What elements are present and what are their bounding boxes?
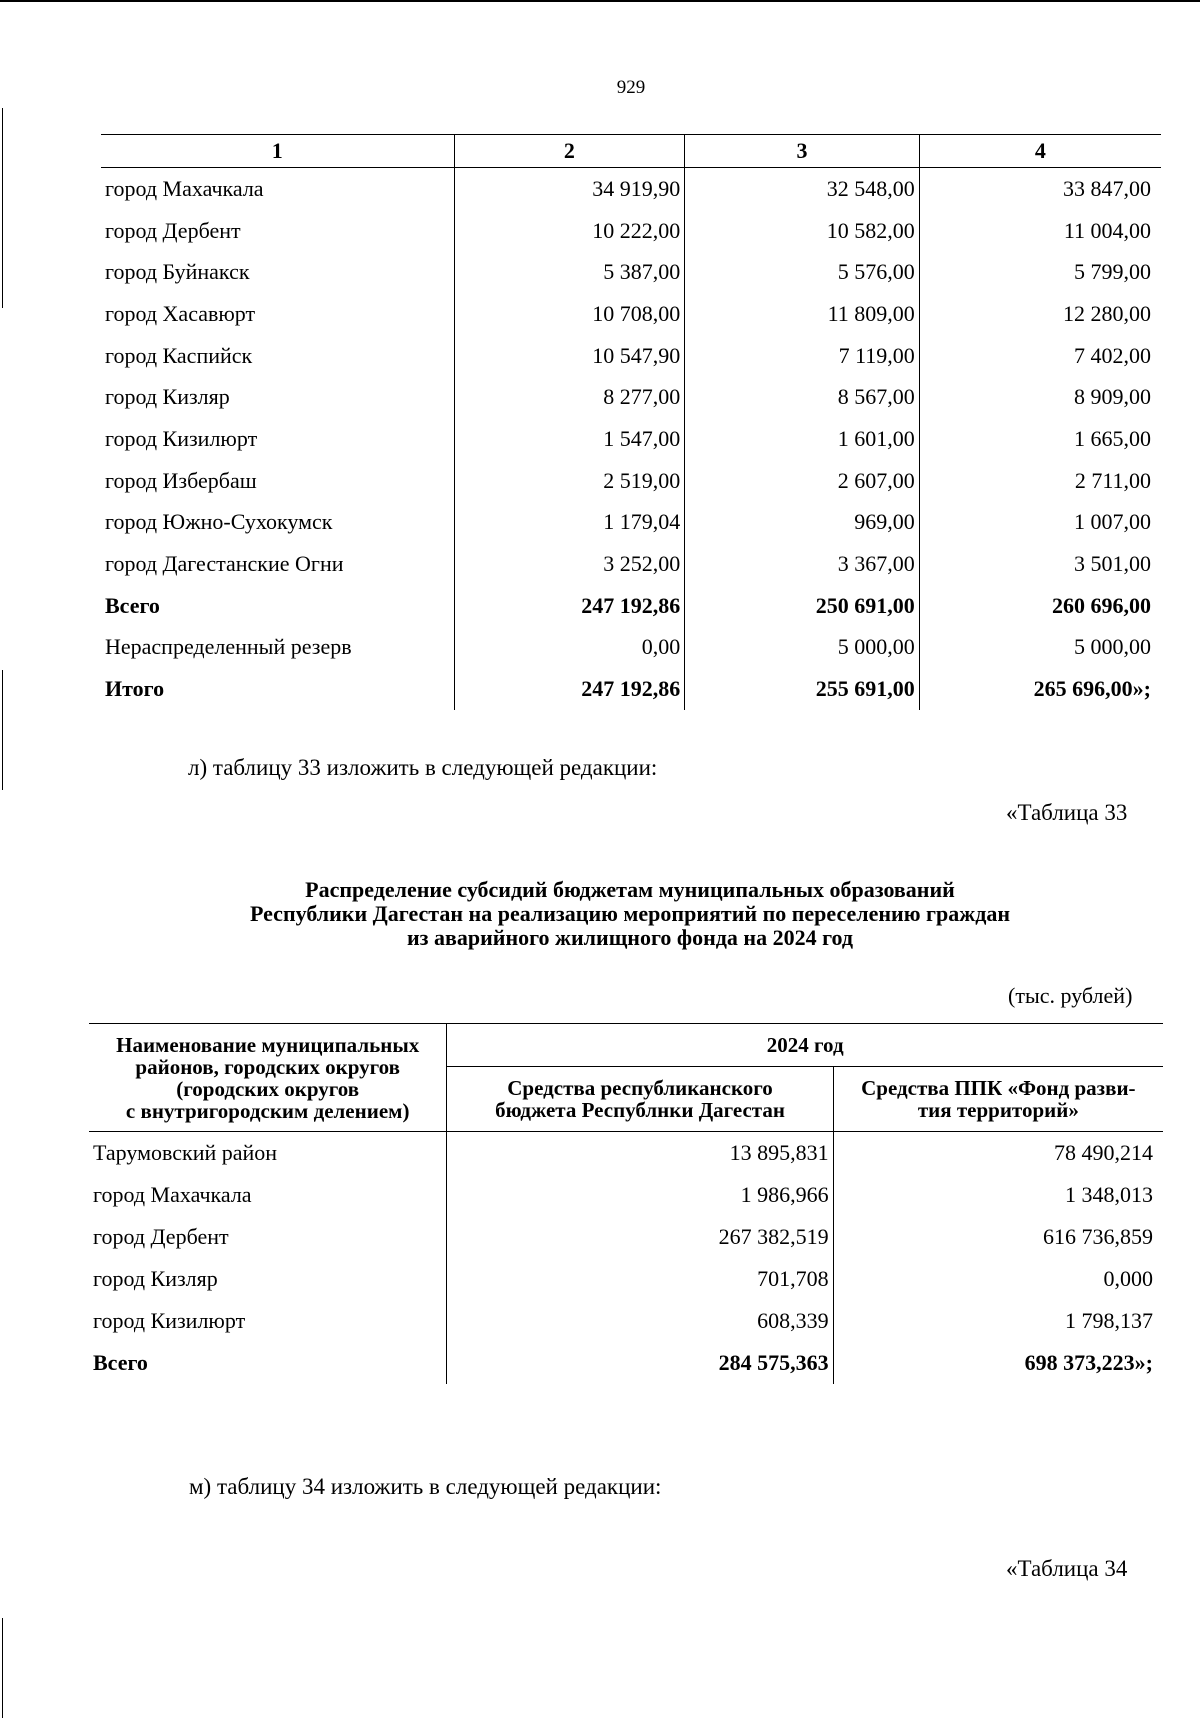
cell-value: 7 119,00 xyxy=(685,335,920,377)
table-33-label: «Таблица 33 xyxy=(1006,800,1128,825)
cell-value: 2 711,00 xyxy=(1074,467,1151,493)
cell-value: 5 387,00 xyxy=(454,251,685,293)
cell-value: 7 402,00 xyxy=(1074,342,1151,368)
table-row xyxy=(101,168,1161,210)
row-name: город Кизилюрт xyxy=(101,418,454,460)
cell-value: 3 252,00 xyxy=(454,543,685,585)
amendment-paragraph-l: л) таблицу 33 изложить в следующей редакции: xyxy=(188,755,658,780)
cell-value: 701,708 xyxy=(447,1258,833,1300)
cell-value: 2 607,00 xyxy=(685,460,920,502)
cell-value: 33 847,00 xyxy=(1063,175,1151,201)
cell-value: 8 567,00 xyxy=(685,376,920,418)
row-name: город Кизляр xyxy=(101,376,454,418)
header-line: тия территорий» xyxy=(917,1098,1079,1122)
cell-value: 8 277,00 xyxy=(454,376,685,418)
cell-value: 1 007,00 xyxy=(1074,509,1151,535)
row-name: город Южно-Сухокумск xyxy=(101,502,454,544)
row-name: Итого xyxy=(101,668,454,710)
cell-value: 5 576,00 xyxy=(685,251,920,293)
cell-value: 11 004,00 xyxy=(1063,217,1151,243)
cell-value: 1 798,137 xyxy=(1065,1308,1153,1333)
cell-value: 0,000 xyxy=(1103,1266,1153,1291)
cell-value: 0,00 xyxy=(454,627,685,669)
column-header: 1 xyxy=(101,135,454,168)
cell-value: 250 691,00 xyxy=(685,585,920,627)
cell-value: 247 192,86 xyxy=(454,668,685,710)
resettlement-subsidy-table xyxy=(89,1023,1163,1384)
table-row xyxy=(89,1132,1163,1175)
row-name: Всего xyxy=(101,585,454,627)
header-line: (городских округов xyxy=(176,1076,360,1101)
scan-margin-line xyxy=(2,1618,3,1718)
table-row xyxy=(101,418,1161,460)
table-row xyxy=(101,293,1161,335)
table-row xyxy=(101,251,1161,293)
row-name: город Дагестанские Огни xyxy=(101,543,454,585)
table-34-label: «Таблица 34 xyxy=(1006,1556,1128,1581)
cell-value: 32 548,00 xyxy=(685,168,920,210)
header-line: районов, городских округов xyxy=(135,1054,400,1079)
table-row xyxy=(101,376,1161,418)
cell-value: 5 000,00 xyxy=(1074,634,1151,660)
cell-value: 284 575,363 xyxy=(447,1342,833,1384)
header-fund-development xyxy=(833,1067,1163,1132)
cell-value: 255 691,00 xyxy=(685,668,920,710)
cell-value: 8 909,00 xyxy=(1074,384,1151,410)
grand-total-row xyxy=(101,668,1161,710)
header-line: бюджета Республнки Дагестан xyxy=(495,1098,785,1122)
row-name: город Кизляр xyxy=(89,1258,447,1300)
cell-value: 3 501,00 xyxy=(1074,551,1151,577)
row-name: город Кизилюрт xyxy=(89,1300,447,1342)
row-name: Нераспределенный резерв xyxy=(101,627,454,669)
row-name: город Дербент xyxy=(89,1216,447,1258)
header-line: Средства республиканского xyxy=(507,1076,773,1100)
scan-margin-line xyxy=(2,670,3,790)
table-row xyxy=(101,335,1161,377)
header-line: Средства ППК «Фонд разви- xyxy=(861,1076,1136,1100)
column-header: 3 xyxy=(685,135,920,168)
cell-value: 1 665,00 xyxy=(1074,425,1151,451)
cell-value: 13 895,831 xyxy=(447,1132,833,1175)
amendment-paragraph-m: м) таблицу 34 изложить в следующей редакции: xyxy=(189,1474,662,1499)
title-line: Распределение субсидий бюджетам муниципальных образований xyxy=(305,877,955,902)
cell-value: 10 547,90 xyxy=(454,335,685,377)
municipal-allocation-table-continued xyxy=(101,134,1161,710)
column-number-row xyxy=(101,135,1161,168)
table-row xyxy=(101,543,1161,585)
row-name: город Хасавюрт xyxy=(101,293,454,335)
cell-value: 12 280,00 xyxy=(1063,300,1151,326)
table-row xyxy=(89,1258,1163,1300)
units-label: (тыс. рублей) xyxy=(1008,983,1133,1008)
row-name: Тарумовский район xyxy=(89,1132,447,1175)
table-row xyxy=(101,502,1161,544)
cell-value: 1 547,00 xyxy=(454,418,685,460)
table-33-title xyxy=(150,878,1110,950)
table-row xyxy=(89,1216,1163,1258)
cell-value: 608,339 xyxy=(447,1300,833,1342)
total-row xyxy=(101,585,1161,627)
header-municipality xyxy=(89,1024,447,1132)
header-year: 2024 год xyxy=(447,1024,1163,1067)
cell-value: 616 736,859 xyxy=(1043,1224,1153,1249)
cell-value: 260 696,00 xyxy=(1052,592,1151,618)
cell-value: 698 373,223»; xyxy=(1024,1350,1153,1375)
scan-margin-line xyxy=(2,108,3,308)
title-line: из аварийного жилищного фонда на 2024 год xyxy=(406,925,854,950)
table-row xyxy=(89,1300,1163,1342)
page-number: 929 xyxy=(616,77,646,98)
column-header: 2 xyxy=(454,135,685,168)
cell-value: 1 348,013 xyxy=(1065,1182,1153,1207)
header-line: с внутригородским делением) xyxy=(125,1098,410,1123)
cell-value: 5 799,00 xyxy=(1074,259,1151,285)
cell-value: 78 490,214 xyxy=(1054,1140,1153,1165)
row-name: город Махачкала xyxy=(89,1174,447,1216)
cell-value: 3 367,00 xyxy=(685,543,920,585)
table-row xyxy=(101,460,1161,502)
cell-value: 1 601,00 xyxy=(685,418,920,460)
cell-value: 1 986,966 xyxy=(447,1174,833,1216)
cell-value: 11 809,00 xyxy=(685,293,920,335)
column-header: 4 xyxy=(919,135,1161,168)
cell-value: 34 919,90 xyxy=(454,168,685,210)
table-row xyxy=(101,210,1161,252)
cell-value: 247 192,86 xyxy=(454,585,685,627)
cell-value: 10 222,00 xyxy=(454,210,685,252)
row-name: Всего xyxy=(89,1342,447,1384)
row-name: город Каспийск xyxy=(101,335,454,377)
scan-top-border xyxy=(0,0,1200,2)
cell-value: 267 382,519 xyxy=(447,1216,833,1258)
table-row xyxy=(89,1174,1163,1216)
total-row xyxy=(89,1342,1163,1384)
title-line: Республики Дагестан на реализацию мероприятий по переселению граждан xyxy=(250,901,1010,926)
row-name: город Махачкала xyxy=(101,168,454,210)
row-name: город Дербент xyxy=(101,210,454,252)
header-line: Наименование муниципальных xyxy=(116,1032,420,1057)
row-name: город Буйнакск xyxy=(101,251,454,293)
row-name: город Избербаш xyxy=(101,460,454,502)
reserve-row xyxy=(101,627,1161,669)
cell-value: 2 519,00 xyxy=(454,460,685,502)
header-republic-budget xyxy=(447,1067,833,1132)
cell-value: 1 179,04 xyxy=(454,502,685,544)
cell-value: 5 000,00 xyxy=(685,627,920,669)
cell-value: 10 708,00 xyxy=(454,293,685,335)
cell-value: 10 582,00 xyxy=(685,210,920,252)
cell-value: 969,00 xyxy=(685,502,920,544)
cell-value: 265 696,00»; xyxy=(1033,676,1151,702)
